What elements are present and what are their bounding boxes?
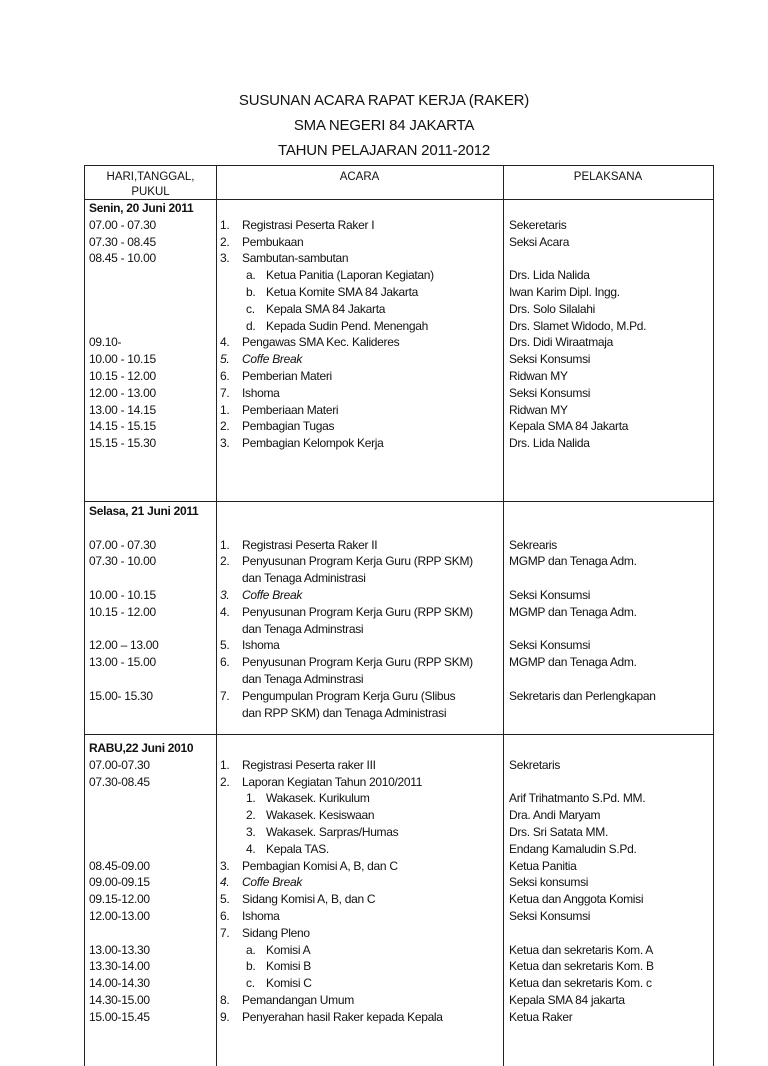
time-cell: 09.00-09.15 xyxy=(89,875,150,890)
time-cell: 12.00 - 13.00 xyxy=(89,385,156,400)
doc-title-line-3: TAHUN PELAJARAN 2011-2012 xyxy=(277,142,491,159)
schedule-row xyxy=(85,858,713,875)
pelaksana-text: Arif Trihatmanto S.Pd. MM. xyxy=(509,791,646,806)
pelaksana-text: Endang Kamaludin S.Pd. xyxy=(509,841,637,856)
time-cell: 15.00- 15.30 xyxy=(89,688,153,703)
schedule-row xyxy=(85,807,713,824)
schedule-row xyxy=(85,385,713,402)
schedule-row xyxy=(85,301,713,318)
item-number: 2. xyxy=(246,808,256,823)
time-cell: 14.15 - 15.15 xyxy=(89,419,156,434)
schedule-row xyxy=(85,654,713,671)
item-number: b. xyxy=(246,284,256,299)
pelaksana-text: Seksi Konsumsi xyxy=(509,908,591,923)
pelaksana-text: Seksi Konsumsi xyxy=(509,587,591,602)
day-date: Selasa, 21 Juni 2011 xyxy=(89,504,199,518)
item-number: c. xyxy=(246,301,255,316)
time-cell: 07.30-08.45 xyxy=(89,774,150,789)
pelaksana-text: MGMP dan Tenaga Adm. xyxy=(509,554,637,569)
item-number: 6. xyxy=(220,655,230,670)
acara-text: Penyusunan Program Kerja Guru (RPP SKM) xyxy=(242,554,473,569)
time-cell: 10.15 - 12.00 xyxy=(89,604,156,619)
acara-text: Penyerahan hasil Raker kepada Kepala xyxy=(242,1009,443,1024)
item-number: 1. xyxy=(220,217,230,232)
pelaksana-text: Kepala SMA 84 jakarta xyxy=(509,992,625,1007)
acara-text: Pembagian Komisi A, B, dan C xyxy=(242,858,398,873)
item-number: 2. xyxy=(220,774,230,789)
item-number: b. xyxy=(246,959,256,974)
schedule-row xyxy=(85,975,713,992)
acara-text: Coffe Break xyxy=(242,352,303,367)
acara-text: Komisi A xyxy=(266,942,311,957)
schedule-row xyxy=(85,958,713,975)
acara-text: Coffe Break xyxy=(242,875,303,890)
pelaksana-text: Sekretaris dan Perlengkapan xyxy=(509,688,656,703)
item-number: 4. xyxy=(220,335,230,350)
acara-text: Ketua Komite SMA 84 Jakarta xyxy=(266,284,418,299)
acara-text: dan Tenaga Administrasi xyxy=(242,571,366,586)
pelaksana-text: Seksi Konsumsi xyxy=(509,385,591,400)
acara-text: Pembukaan xyxy=(242,234,304,249)
pelaksana-text: Sekretaris xyxy=(509,757,561,772)
schedule-row xyxy=(85,217,713,234)
item-number: 2. xyxy=(220,419,230,434)
item-number: d. xyxy=(246,318,256,333)
item-number: 9. xyxy=(220,1009,230,1024)
item-number: 1. xyxy=(220,402,230,417)
schedule-row xyxy=(85,537,713,554)
pelaksana-text: Ketua dan sekretaris Kom. B xyxy=(509,959,654,974)
day-date: Senin, 20 Juni 2011 xyxy=(89,201,194,215)
schedule-row xyxy=(85,318,713,335)
acara-text: Sidang Komisi A, B, dan C xyxy=(242,892,376,907)
acara-text: Pengumpulan Program Kerja Guru (Slibus xyxy=(242,688,456,703)
pelaksana-text: Drs. Sri Satata MM. xyxy=(509,824,608,839)
header-col1-line1: HARI,TANGGAL, xyxy=(106,171,195,183)
schedule-row xyxy=(85,705,713,722)
item-number: 4. xyxy=(246,841,256,856)
day-date: RABU,22 Juni 2010 xyxy=(89,741,194,755)
schedule-row xyxy=(85,570,713,587)
pelaksana-text: Dra. Andi Maryam xyxy=(509,808,601,823)
doc-title-line-1: SUSUNAN ACARA RAPAT KERJA (RAKER) xyxy=(238,92,530,109)
schedule-row xyxy=(85,520,713,537)
time-cell: 07.30 - 08.45 xyxy=(89,234,156,249)
schedule-row xyxy=(85,402,713,419)
acara-text: Penyusunan Program Kerja Guru (RPP SKM) xyxy=(242,655,473,670)
header-hari-tanggal xyxy=(85,170,216,200)
item-number: 6. xyxy=(220,908,230,923)
schedule-row xyxy=(85,250,713,267)
item-number: 5. xyxy=(220,352,230,367)
acara-text: Pemandangan Umum xyxy=(242,992,354,1007)
pelaksana-text: Sekrearis xyxy=(509,537,557,552)
acara-text: Kepala SMA 84 Jakarta xyxy=(266,301,386,316)
acara-text: Pemberiaan Materi xyxy=(242,402,339,417)
time-cell: 15.15 - 15.30 xyxy=(89,436,156,451)
schedule-row xyxy=(85,688,713,705)
item-number: 2. xyxy=(220,234,230,249)
item-number: 3. xyxy=(220,251,230,266)
item-number: a. xyxy=(246,268,256,283)
time-cell: 15.00-15.45 xyxy=(89,1009,150,1024)
pelaksana-text: Drs. Solo Silalahi xyxy=(509,301,595,316)
schedule-row xyxy=(85,435,713,452)
pelaksana-text: Ketua dan sekretaris Kom. A xyxy=(509,942,653,957)
acara-text: Registrasi Peserta Raker I xyxy=(242,217,375,232)
day-heading-row xyxy=(85,503,713,520)
item-number: 4. xyxy=(220,604,230,619)
item-number: 1. xyxy=(220,757,230,772)
schedule-row xyxy=(85,637,713,654)
section-senin xyxy=(85,200,713,452)
schedule-row xyxy=(85,992,713,1009)
schedule-row xyxy=(85,841,713,858)
pelaksana-text: Ketua Raker xyxy=(509,1009,573,1024)
acara-text: dan Tenaga Adminstrasi xyxy=(242,621,364,636)
time-cell: 14.00-14.30 xyxy=(89,976,150,991)
acara-text: Pengawas SMA Kec. Kalideres xyxy=(242,335,400,350)
item-number: 3. xyxy=(246,824,256,839)
time-cell: 10.00 - 10.15 xyxy=(89,587,156,602)
acara-text: Penyusunan Program Kerja Guru (RPP SKM) xyxy=(242,604,473,619)
pelaksana-text: Ridwan MY xyxy=(509,368,568,383)
schedule-row xyxy=(85,604,713,621)
time-cell: 10.00 - 10.15 xyxy=(89,352,156,367)
section-divider xyxy=(85,501,713,502)
pelaksana-text: Kepala SMA 84 Jakarta xyxy=(509,419,629,434)
acara-text: Komisi B xyxy=(266,959,311,974)
item-number: 5. xyxy=(220,892,230,907)
schedule-row xyxy=(85,908,713,925)
pelaksana-text: Seksi Acara xyxy=(509,234,570,249)
item-number: 2. xyxy=(220,554,230,569)
time-cell: 10.15 - 12.00 xyxy=(89,368,156,383)
pelaksana-text: Seksi Konsumsi xyxy=(509,352,591,367)
item-number: 3. xyxy=(220,587,230,602)
schedule-row xyxy=(85,757,713,774)
item-number: 8. xyxy=(220,992,230,1007)
acara-text: Pembagian Kelompok Kerja xyxy=(242,436,384,451)
header-col1-line2: PUKUL xyxy=(131,186,170,198)
day-heading-row xyxy=(85,200,713,217)
item-number: 7. xyxy=(220,688,230,703)
time-cell: 07.00 - 07.30 xyxy=(89,217,156,232)
section-selasa xyxy=(85,503,713,721)
pelaksana-text: MGMP dan Tenaga Adm. xyxy=(509,655,637,670)
doc-title-line-2: SMA NEGERI 84 JAKARTA xyxy=(293,117,475,134)
schedule-row xyxy=(85,1009,713,1026)
acara-text: Coffe Break xyxy=(242,587,303,602)
schedule-row xyxy=(85,587,713,604)
acara-text: Kepada Sudin Pend. Menengah xyxy=(266,318,429,333)
item-number: 1. xyxy=(246,791,256,806)
acara-text: dan RPP SKM) dan Tenaga Administrasi xyxy=(242,705,447,720)
schedule-table xyxy=(84,165,714,1066)
section-divider xyxy=(85,734,713,735)
item-number: 7. xyxy=(220,385,230,400)
item-number: 3. xyxy=(220,436,230,451)
item-number: 6. xyxy=(220,368,230,383)
schedule-row xyxy=(85,942,713,959)
pelaksana-text: Drs. Didi Wiraatmaja xyxy=(509,335,614,350)
time-cell: 13.30-14.00 xyxy=(89,959,150,974)
item-number: a. xyxy=(246,942,256,957)
time-cell: 08.45-09.00 xyxy=(89,858,150,873)
pelaksana-text: Sekeretaris xyxy=(509,217,567,232)
acara-text: Sambutan-sambutan xyxy=(242,251,349,266)
pelaksana-text: Ketua Panitia xyxy=(509,858,577,873)
schedule-row xyxy=(85,267,713,284)
item-number: 5. xyxy=(220,638,230,653)
item-number: c. xyxy=(246,976,255,991)
time-cell: 09.15-12.00 xyxy=(89,892,150,907)
pelaksana-text: Ketua dan Anggota Komisi xyxy=(509,892,644,907)
pelaksana-text: Drs. Lida Nalida xyxy=(509,268,590,283)
time-cell: 08.45 - 10.00 xyxy=(89,251,156,266)
time-cell: 07.30 - 10.00 xyxy=(89,554,156,569)
acara-text: Wakasek. Sarpras/Humas xyxy=(266,824,399,839)
time-cell: 13.00 - 15.00 xyxy=(89,655,156,670)
header-pelaksana: PELAKSANA xyxy=(573,171,643,183)
header-acara: ACARA xyxy=(339,171,380,183)
pelaksana-text: Iwan Karim Dipl. Ingg. xyxy=(509,284,620,299)
acara-text: Kepala TAS. xyxy=(266,841,329,856)
item-number: 1. xyxy=(220,537,230,552)
section-rabu xyxy=(85,740,713,1026)
acara-text: Wakasek. Kesiswaan xyxy=(266,808,375,823)
pelaksana-text: MGMP dan Tenaga Adm. xyxy=(509,604,637,619)
schedule-row xyxy=(85,874,713,891)
pelaksana-text: Seksi Konsumsi xyxy=(509,638,591,653)
schedule-row xyxy=(85,790,713,807)
pelaksana-text: Drs. Slamet Widodo, M.Pd. xyxy=(509,318,647,333)
schedule-row xyxy=(85,671,713,688)
item-number: 4. xyxy=(220,875,230,890)
schedule-row xyxy=(85,621,713,638)
pelaksana-text: Ridwan MY xyxy=(509,402,568,417)
schedule-row xyxy=(85,774,713,791)
schedule-row xyxy=(85,368,713,385)
item-number: 7. xyxy=(220,925,230,940)
time-cell: 13.00-13.30 xyxy=(89,942,150,957)
acara-text: Pemberian Materi xyxy=(242,368,332,383)
acara-text: Wakasek. Kurikulum xyxy=(266,791,370,806)
acara-text: Pembagian Tugas xyxy=(242,419,335,434)
schedule-row xyxy=(85,234,713,251)
schedule-row xyxy=(85,284,713,301)
time-cell: 12.00-13.00 xyxy=(89,908,150,923)
day-heading-row xyxy=(85,740,713,757)
acara-text: Ketua Panitia (Laporan Kegiatan) xyxy=(266,268,434,283)
acara-text: Komisi C xyxy=(266,976,312,991)
schedule-row xyxy=(85,553,713,570)
time-cell: 09.10- xyxy=(89,335,122,350)
pelaksana-text: Drs. Lida Nalida xyxy=(509,436,590,451)
pelaksana-text: Seksi konsumsi xyxy=(509,875,589,890)
time-cell: 12.00 – 13.00 xyxy=(89,638,159,653)
schedule-row xyxy=(85,824,713,841)
schedule-row xyxy=(85,891,713,908)
time-cell: 07.00-07.30 xyxy=(89,757,150,772)
acara-text: Ishoma xyxy=(242,908,280,923)
acara-text: Registrasi Peserta raker III xyxy=(242,757,376,772)
schedule-row xyxy=(85,418,713,435)
schedule-row xyxy=(85,334,713,351)
pelaksana-text: Ketua dan sekretaris Kom. c xyxy=(509,976,652,991)
time-cell: 07.00 - 07.30 xyxy=(89,537,156,552)
acara-text: Ishoma xyxy=(242,638,280,653)
acara-text: Laporan Kegiatan Tahun 2010/2011 xyxy=(242,774,423,789)
item-number: 3. xyxy=(220,858,230,873)
schedule-row xyxy=(85,925,713,942)
acara-text: Registrasi Peserta Raker II xyxy=(242,537,378,552)
acara-text: Sidang Pleno xyxy=(242,925,310,940)
time-cell: 13.00 - 14.15 xyxy=(89,402,156,417)
schedule-row xyxy=(85,351,713,368)
time-cell: 14.30-15.00 xyxy=(89,992,150,1007)
acara-text: Ishoma xyxy=(242,385,280,400)
acara-text: dan Tenaga Adminstrasi xyxy=(242,671,364,686)
